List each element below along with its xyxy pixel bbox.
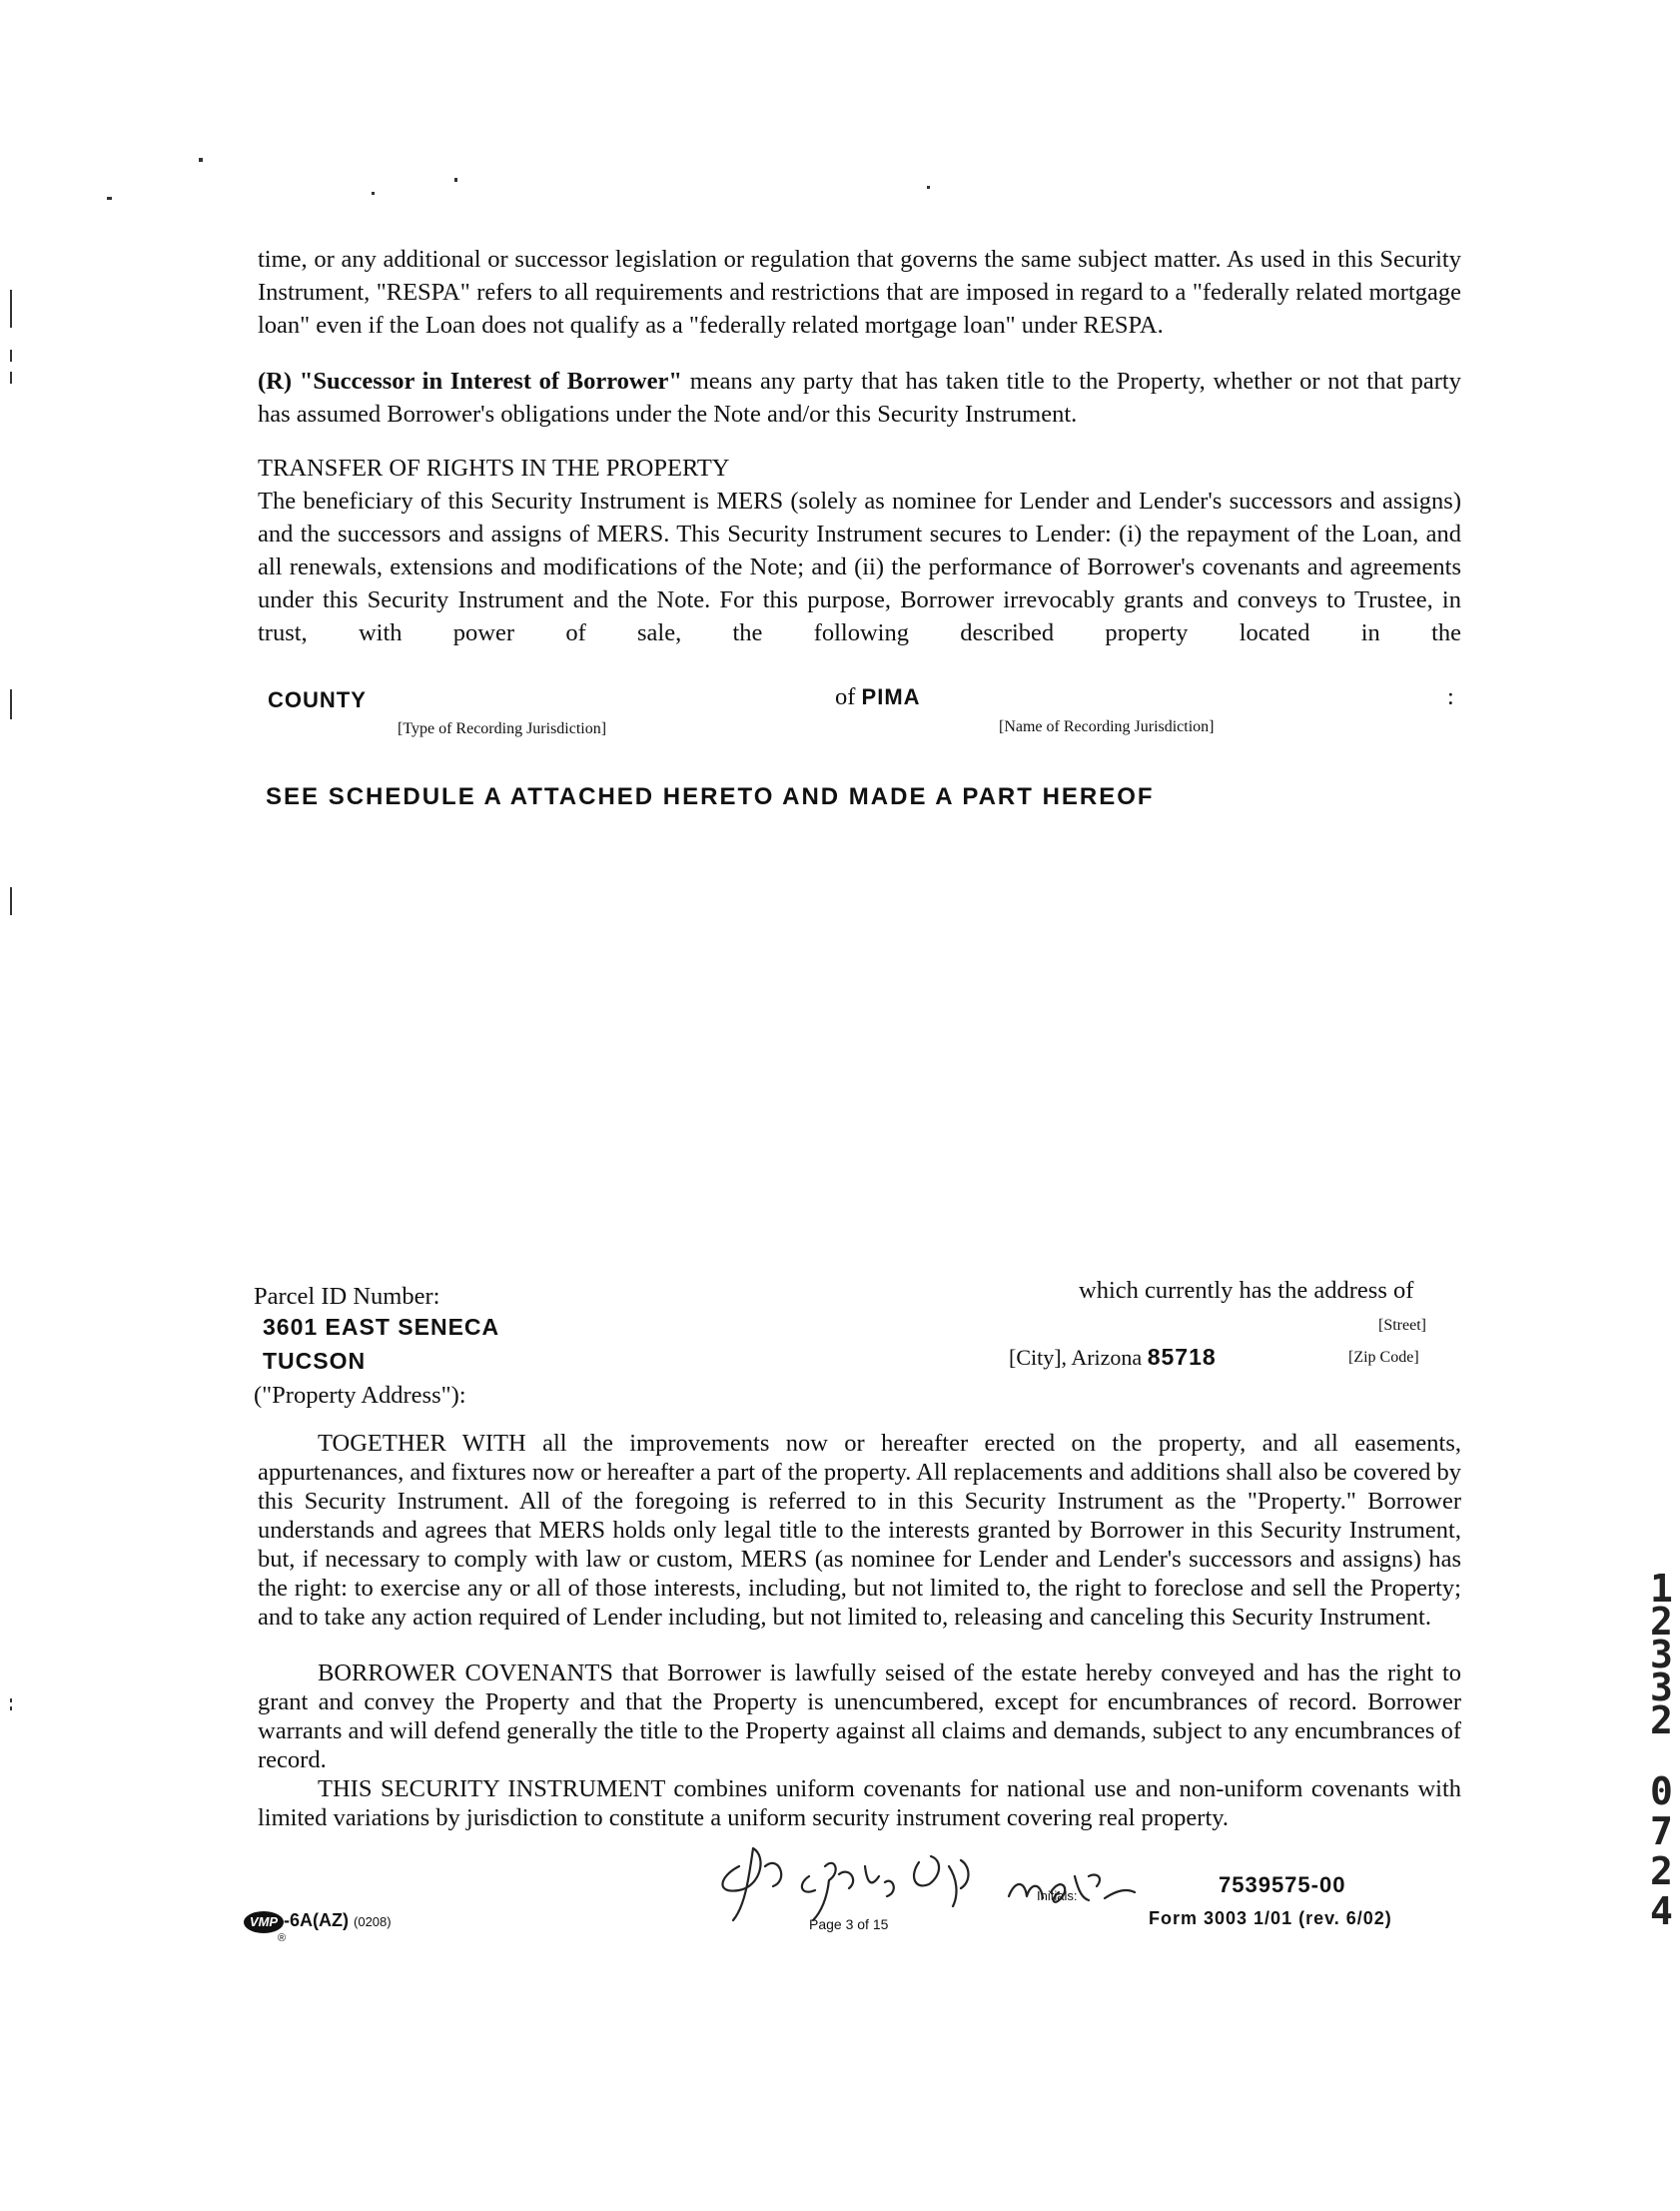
margin-line [10,290,12,328]
logo-text: VMP [249,1914,279,1929]
zip-caption: [Zip Code] [1348,1349,1419,1366]
form-number: Form 3003 1/01 (rev. 6/02) [1149,1908,1392,1928]
uniform-instrument-paragraph: THIS SECURITY INSTRUMENT combines uniform covenants for national use and non-uniform covenants with limited variations by jurisdiction to constitute a uniform security instrument covering real property. [258,1775,1461,1831]
jurisdiction-type-value: COUNTY [268,687,367,712]
city-caption: [City], Arizona [1009,1345,1143,1370]
initials-label: Initials: [1037,1888,1078,1903]
margin-line [10,887,12,915]
handwritten-initials [709,1836,1139,1926]
transfer-heading: TRANSFER OF RIGHTS IN THE PROPERTY [258,455,730,482]
margin-line [10,350,12,362]
side-stamp-digit: 2 [1650,1849,1673,1893]
form-code [284,1910,392,1931]
side-stamp-digit: 4 [1650,1889,1673,1933]
margin-line [10,1698,12,1702]
jurisdiction-colon: : [1447,683,1454,710]
side-stamp-digit: 0 [1650,1769,1673,1813]
margin-line [10,689,12,719]
of-label: of [835,683,856,710]
transfer-paragraph: The beneficiary of this Security Instrument is MERS (solely as nominee for Lender and Lender's successors and assigns) and the successors and assigns of MERS. This Security Instrument secures to Lender: (i) the repayment of the Loan, and all renewals, extensions and modifications of the Note; and (ii) the performance of Borrower's covenants and agreements under this Security Instrument and the Note. For this purpose, Borrower irrevocably grants and conveys to Trustee, in trust, with power of sale, the following described property located in the [258,488,1461,646]
borrower-covenants-paragraph: BORROWER COVENANTS that Borrower is lawfully seised of the estate hereby conveyed and has the right to grant and convey the Property and that the Property is unencumbered, except for encumbrances of record. Borrower warrants and will defend generally the title to the Property against all claims and demands, subject to any encumbrances of record. [258,1659,1461,1773]
side-stamp-digit: 3 [1650,1633,1673,1676]
registered-mark-icon: ® [278,1932,287,1944]
form-logo [244,1911,284,1933]
jurisdiction-type-caption: [Type of Recording Jurisdiction] [398,720,607,737]
side-stamp-digit: 2 [1650,1600,1673,1644]
form-code-text: -6A(AZ) [284,1910,349,1930]
side-stamp-digit: 7 [1650,1809,1673,1853]
jurisdiction-name-caption: [Name of Recording Jurisdiction] [999,718,1215,735]
successor-term: (R) "Successor in Interest of Borrower" [258,368,682,395]
respa-paragraph: time, or any additional or successor legislation or regulation that governs the same subject matter. As used in this Security Instrument, "RESPA" refers to all requirements and restrictions that are imposed in regard to a "federally related mortgage loan" even if the Loan does not qualify as a "federally related mortgage loan" under RESPA. [258,246,1461,339]
city-state-line [1009,1344,1217,1371]
loan-number: 7539575-00 [1219,1872,1346,1897]
street-value: 3601 EAST SENECA [263,1314,500,1340]
scan-speck [927,186,930,189]
schedule-notice: SEE SCHEDULE A ATTACHED HERETO AND MADE A PART HEREOF [266,783,1155,810]
address-intro-label: which currently has the address of [1079,1277,1414,1304]
jurisdiction-name-value: PIMA [861,684,921,709]
scan-speck [199,158,203,162]
scan-speck [372,192,375,195]
jurisdiction-of-label [835,683,921,711]
street-caption: [Street] [1378,1317,1426,1334]
property-address-label: ("Property Address"): [254,1382,466,1409]
form-code-date: (0208) [354,1914,392,1929]
side-stamp-digit: 3 [1650,1665,1673,1709]
successor-definition [258,365,1461,431]
margin-line [10,1706,12,1710]
parcel-id-label: Parcel ID Number: [254,1283,440,1310]
page-number: Page 3 of 15 [809,1916,889,1932]
scan-speck [454,178,457,182]
margin-line [10,372,12,384]
side-stamp-digit: 2 [1650,1698,1673,1742]
zip-value: 85718 [1147,1344,1217,1370]
side-stamp-digit: 1 [1650,1567,1673,1611]
together-with-paragraph: TOGETHER WITH all the improvements now or hereafter erected on the property, and all easements, appurtenances, and fixtures now or hereafter a part of the property. All replacements and additions shall also be covered by this Security Instrument. All of the foregoing is referred to in this Security Instrument as the "Property." Borrower understands and agrees that MERS holds only legal title to the interests granted by Borrower in this Security Instrument, but, if necessary to comply with law or custom, MERS (as nominee for Lender and Lender's successors and assigns) has the right: to exercise any or all of those interests, including, but not limited to, the right to foreclose and sell the Property; and to take any action required of Lender including, but not limited to, releasing and canceling this Security Instrument. [258,1430,1461,1631]
scan-speck [107,197,112,200]
successor-text: means any party that has taken title to the Property, whether or not that party has assumed Borrower's obligations under the Note and/or this Security Instrument. [258,368,1461,428]
city-value: TUCSON [263,1348,367,1374]
